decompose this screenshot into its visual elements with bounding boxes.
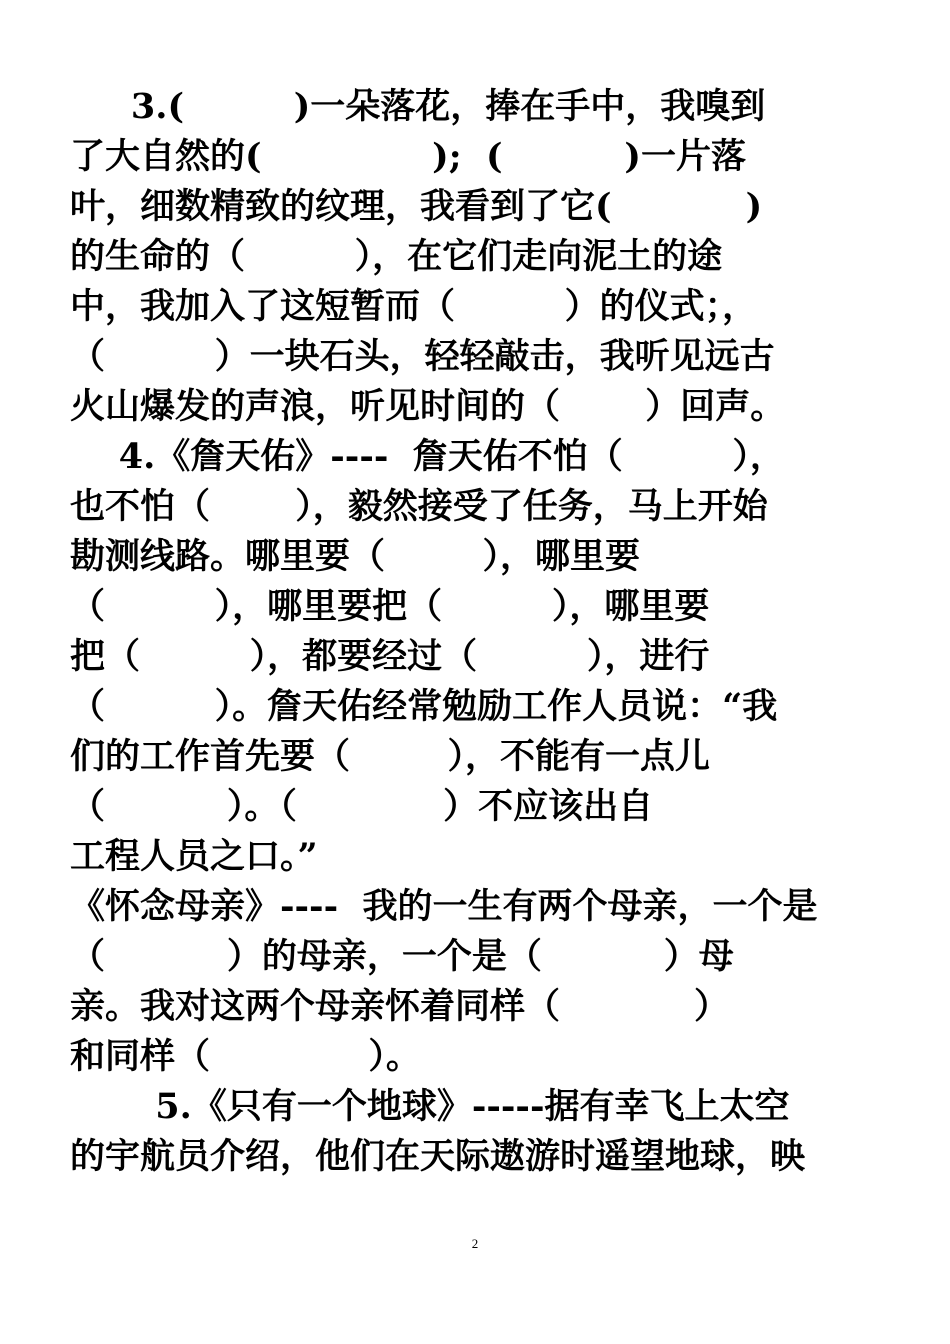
text-line: 3.( )一朵落花，捧在手中，我嗅到 bbox=[70, 86, 766, 127]
text-line: 中，我加入了这短暂而（ ）的仪式；， bbox=[70, 286, 758, 327]
text-line: 5.《只有一个地球》-----据有幸飞上太空 bbox=[70, 1086, 790, 1127]
text-line: （ ）。詹天佑经常勉励工作人员说：“我 bbox=[70, 686, 778, 727]
text-line: 叶，细数精致的纹理，我看到了它( ) bbox=[70, 186, 763, 227]
document-body bbox=[70, 82, 888, 1182]
text-line: （ ），哪里要把（ ），哪里要 bbox=[70, 586, 710, 627]
text-line: （ ）的母亲，一个是（ ）母 bbox=[70, 936, 734, 977]
text-line: 亲。我对这两个母亲怀着同样（ ） bbox=[70, 986, 730, 1027]
text-line: 也不怕（ ），毅然接受了任务，马上开始 bbox=[70, 486, 768, 527]
text-line: 火山爆发的声浪，听见时间的（ ）回声。 bbox=[70, 386, 786, 427]
text-line: 工程人员之口。” bbox=[70, 836, 318, 877]
text-line: 把（ ），都要经过（ ），进行 bbox=[70, 636, 710, 677]
text-line: （ ）一块石头，轻轻敲击，我听见远古 bbox=[70, 336, 775, 377]
page-number: 2 bbox=[471, 1236, 479, 1251]
text-line: 了大自然的( ); ( )一片落 bbox=[70, 136, 746, 177]
text-line: 们的工作首先要（ ），不能有一点儿 bbox=[70, 736, 710, 777]
text-line: （ ）。（ ）不应该出自 bbox=[70, 786, 654, 827]
text-line: 的宇航员介绍，他们在天际遨游时遥望地球，映 bbox=[70, 1136, 806, 1177]
text-line: 勘测线路。哪里要（ ），哪里要 bbox=[70, 536, 640, 577]
text-line: 4.《詹天佑》---- 詹天佑不怕（ ）， bbox=[70, 436, 785, 477]
text-line: 和同样（ ）。 bbox=[70, 1036, 421, 1077]
text-line: 的生命的（ ），在它们走向泥土的途 bbox=[70, 236, 723, 277]
text-line: 《怀念母亲》---- 我的一生有两个母亲，一个是 bbox=[70, 886, 818, 927]
